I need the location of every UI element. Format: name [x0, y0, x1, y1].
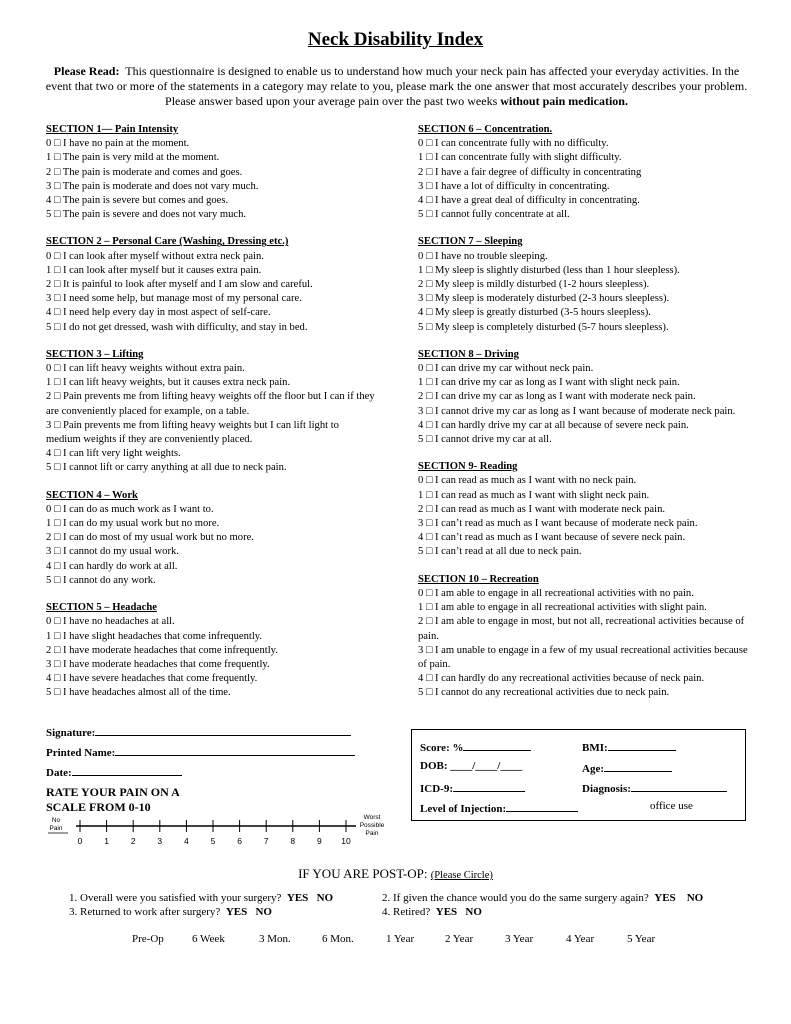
option-1[interactable]: 1 □ My sleep is slightly disturbed (less than 1 hour sleepless). [418, 264, 680, 276]
instructions-emphasis: without pain medication. [500, 94, 628, 108]
option-5[interactable]: 5 □ I cannot fully concentrate at all. [418, 209, 570, 221]
icd-label: ICD-9: [420, 783, 453, 795]
section-1 [46, 123, 376, 222]
scale-number-6[interactable]: 6 [237, 836, 242, 846]
option-0[interactable]: 0 □ I have no trouble sleeping. [418, 250, 548, 262]
option-5[interactable]: 5 □ I cannot do any work. [46, 574, 156, 586]
q4-yes[interactable]: YES [435, 906, 458, 918]
printed-name-label: Printed Name: [46, 747, 116, 759]
option-4[interactable]: 4 □ I need help every day in most aspect of self-care. [46, 307, 271, 319]
section-5 [46, 601, 376, 700]
scale-number-9[interactable]: 9 [317, 836, 322, 846]
option-4[interactable]: 4 □ I can hardly do work at all. [46, 560, 178, 572]
section-8 [418, 348, 748, 447]
scale-number-7[interactable]: 7 [263, 836, 269, 846]
option-1[interactable]: 1 □ I can look after myself but it causes extra pain. [46, 264, 262, 276]
score-field[interactable] [463, 739, 531, 751]
printed-name-row [46, 744, 355, 759]
option-5[interactable]: 5 □ I cannot lift or carry anything at all due to neck pain. [46, 462, 287, 474]
option-2[interactable]: 2 □ Pain prevents me from lifting heavy weights off the floor but I can if they are conveniently placed for example, on a table. [46, 391, 375, 417]
icd-row [420, 780, 525, 795]
postop-q4 [382, 906, 482, 918]
diagnosis-label: Diagnosis: [582, 783, 631, 795]
option-5[interactable]: 5 □ I do not get dressed, wash with difficulty, and stay in bed. [46, 321, 308, 333]
scale-number-10[interactable]: 10 [341, 836, 351, 846]
option-3[interactable]: 3 □ I cannot do my usual work. [46, 546, 179, 558]
option-4[interactable]: 4 □ I can hardly do any recreational activities because of neck pain. [418, 673, 705, 685]
option-4[interactable]: 4 □ I can’t read as much as I want because of severe neck pain. [418, 532, 686, 544]
option-2[interactable]: 2 □ It is painful to look after myself and I am slow and careful. [46, 279, 313, 291]
bmi-row [582, 739, 676, 754]
option-5[interactable]: 5 □ The pain is severe and does not vary much. [46, 209, 247, 221]
timeline-1-year[interactable]: 1 Year [386, 933, 415, 945]
option-3[interactable]: 3 □ I am unable to engage in a few of my usual recreational activities because of pain. [418, 644, 748, 670]
office-use-label: office use [650, 800, 693, 812]
score-row [420, 739, 531, 754]
option-0[interactable]: 0 □ I can look after myself without extra neck pain. [46, 250, 264, 262]
option-3[interactable]: 3 □ I have moderate headaches that come frequently. [46, 658, 270, 670]
timeline-pre-op[interactable]: Pre-Op [132, 933, 164, 945]
printed-name-field[interactable] [115, 744, 355, 756]
option-5[interactable]: 5 □ I cannot drive my car at all. [418, 434, 552, 446]
option-4[interactable]: 4 □ I have a great deal of difficulty in concentrating. [418, 195, 640, 207]
bmi-label: BMI: [582, 742, 608, 754]
option-5[interactable]: 5 □ My sleep is completely disturbed (5-7 hours sleepless). [418, 321, 669, 333]
option-0[interactable]: 0 □ I have no pain at the moment. [46, 138, 190, 150]
section-6 [418, 123, 748, 222]
age-field[interactable] [604, 760, 672, 772]
date-field[interactable] [72, 764, 182, 776]
option-0[interactable]: 0 □ I am able to engage in all recreational activities with no pain. [418, 587, 694, 599]
timeline-6-mon[interactable]: 6 Mon. [322, 933, 354, 945]
instructions [44, 64, 749, 109]
timeline-2-year[interactable]: 2 Year [445, 933, 474, 945]
section-heading: SECTION 6 – Concentration. [418, 124, 553, 135]
scale-number-5[interactable]: 5 [210, 836, 216, 846]
left-column [46, 123, 376, 714]
bmi-field[interactable] [608, 739, 676, 751]
scale-number-3[interactable]: 3 [157, 836, 163, 846]
timeline-3-year[interactable]: 3 Year [505, 933, 534, 945]
dob-label: DOB: [420, 760, 448, 772]
option-0[interactable]: 0 □ I can do as much work as I want to. [46, 503, 214, 515]
option-4[interactable]: 4 □ My sleep is greatly disturbed (3-5 hours sleepless). [418, 307, 651, 319]
option-2[interactable]: 2 □ I have a fair degree of difficulty in concentrating [418, 166, 642, 178]
page-title: Neck Disability Index [307, 29, 484, 50]
section-7 [418, 235, 748, 334]
q4-no[interactable]: NO [465, 906, 482, 918]
date-label: Date: [46, 767, 72, 779]
option-1[interactable]: 1 □ I can do my usual work but no more. [46, 518, 220, 530]
signature-row [46, 724, 351, 739]
section-heading: SECTION 8 – Driving [418, 348, 519, 360]
age-row [582, 760, 672, 775]
postop-heading: IF YOU ARE POST-OP: [298, 866, 428, 881]
option-4[interactable]: 4 □ I have severe headaches that come frequently. [46, 673, 258, 685]
pain-scale-title-line1: RATE YOUR PAIN ON A [46, 785, 180, 799]
option-1[interactable]: 1 □ I can concentrate fully with slight difficulty. [418, 152, 622, 164]
option-4[interactable]: 4 □ The pain is severe but comes and goes. [46, 195, 229, 207]
option-2[interactable]: 2 □ The pain is moderate and comes and goes. [46, 166, 243, 178]
q2-text: 2. If given the chance would you do the same surgery again? [382, 892, 649, 904]
option-1[interactable]: 1 □ I have slight headaches that come infrequently. [46, 630, 263, 642]
no-pain-label-1: No [51, 817, 61, 824]
option-1[interactable]: 1 □ I can lift heavy weights, but it causes extra neck pain. [46, 377, 291, 389]
option-2[interactable]: 2 □ I can read as much as I want with moderate neck pain. [418, 503, 666, 515]
postop-q3 [69, 906, 272, 918]
q2-no[interactable]: NO [686, 892, 704, 904]
option-2[interactable]: 2 □ I can do most of my usual work but no more. [46, 532, 254, 544]
injection-field[interactable] [506, 800, 578, 812]
section-10 [418, 573, 748, 701]
option-3[interactable]: 3 □ My sleep is moderately disturbed (2-3 hours sleepless). [418, 293, 670, 305]
option-2[interactable]: 2 □ I have moderate headaches that come infrequently. [46, 644, 278, 656]
section-heading: SECTION 7 – Sleeping [418, 236, 523, 248]
option-3[interactable]: 3 □ The pain is moderate and does not vary much. [46, 180, 259, 192]
option-1[interactable]: 1 □ I can drive my car as long as I want with slight neck pain. [418, 377, 680, 389]
injection-label: Level of Injection: [420, 803, 507, 815]
timeline-4-year[interactable]: 4 Year [566, 933, 595, 945]
section-heading: SECTION 3 – Lifting [46, 348, 144, 360]
postop-q2 [382, 892, 703, 904]
section-4 [46, 489, 376, 588]
scale-number-1[interactable]: 1 [104, 836, 109, 846]
option-5[interactable]: 5 □ I cannot do any recreational activities due to neck pain. [418, 687, 670, 699]
signature-field[interactable] [95, 724, 351, 736]
scale-ticks [78, 820, 351, 846]
section-heading: SECTION 1— Pain Intensity [46, 124, 179, 135]
option-0[interactable]: 0 □ I can drive my car without neck pain. [418, 363, 594, 375]
section-9 [418, 460, 748, 559]
option-4[interactable]: 4 □ I can lift very light weights. [46, 448, 181, 460]
age-label: Age: [582, 763, 604, 775]
pain-scale-title [46, 785, 180, 815]
timeline-3-mon[interactable]: 3 Mon. [259, 933, 291, 945]
option-4[interactable]: 4 □ I can hardly drive my car at all because of severe neck pain. [418, 419, 689, 431]
no-pain-label-2: Pain [49, 825, 63, 832]
option-2[interactable]: 2 □ I am able to engage in most, but not all, recreational activities because of pain. [418, 616, 745, 642]
instructions-body: This questionnaire is designed to enable us to understand how much your neck pain has affected your everyday activities. In the event that two or more of the statements in a category may relate to you, please mark the one answer that most accurately describes your problem. Please answer based upon your average pain over the past two weeks [45, 64, 748, 108]
q1-text: 1. Overall were you satisfied with your surgery? [69, 892, 282, 904]
option-5[interactable]: 5 □ I can’t read at all due to neck pain. [418, 546, 582, 558]
section-heading: SECTION 2 – Personal Care (Washing, Dressing etc.) [46, 236, 289, 248]
diagnosis-field[interactable] [631, 780, 727, 792]
option-1[interactable]: 1 □ I can read as much as I want with slight neck pain. [418, 489, 650, 501]
pain-scale[interactable] [46, 813, 386, 849]
option-3[interactable]: 3 □ I have a lot of difficulty in concentrating. [418, 180, 610, 192]
option-1[interactable]: 1 □ I am able to engage in all recreational activities with slight pain. [418, 602, 707, 614]
option-1[interactable]: 1 □ The pain is very mild at the moment. [46, 152, 220, 164]
option-2[interactable]: 2 □ My sleep is mildly disturbed (1-2 hours sleepless). [418, 279, 650, 291]
dob-field[interactable]: ____/____/____ [450, 760, 523, 772]
q1-no[interactable]: NO [316, 892, 334, 904]
scale-number-4[interactable]: 4 [184, 836, 189, 846]
q4-text: 4. Retired? [382, 906, 431, 918]
worst-pain-label-1: Worst [363, 814, 381, 821]
postop-subtitle: (Please Circle) [430, 870, 493, 881]
office-use-box [411, 729, 746, 821]
section-heading: SECTION 9- Reading [418, 461, 518, 473]
q1-yes[interactable]: YES [286, 892, 309, 904]
option-0[interactable]: 0 □ I can read as much as I want with no neck pain. [418, 475, 637, 487]
scale-number-2[interactable]: 2 [130, 836, 136, 846]
right-column [418, 123, 748, 714]
dob-row [420, 760, 522, 772]
worst-pain-label-2: Possible [359, 822, 385, 829]
option-3[interactable]: 3 □ I cannot drive my car as long as I want because of moderate neck pain. [418, 405, 736, 417]
scale-number-0[interactable]: 0 [77, 836, 83, 846]
injection-row [420, 800, 578, 815]
section-3 [46, 348, 376, 476]
option-0[interactable]: 0 □ I have no headaches at all. [46, 616, 175, 628]
section-2 [46, 235, 376, 334]
q3-yes[interactable]: YES [225, 906, 248, 918]
timeline-6-week[interactable]: 6 Week [192, 933, 225, 945]
option-0[interactable]: 0 □ I can concentrate fully with no difficulty. [418, 138, 609, 150]
q3-no[interactable]: NO [255, 906, 272, 918]
diagnosis-row [582, 780, 727, 795]
option-5[interactable]: 5 □ I have headaches almost all of the time. [46, 687, 231, 699]
worst-pain-label-3: Pain [365, 830, 379, 837]
icd-field[interactable] [453, 780, 525, 792]
postop-title [0, 866, 791, 882]
score-label: Score: % [420, 742, 464, 754]
section-heading: SECTION 10 – Recreation [418, 573, 539, 585]
section-heading: SECTION 5 – Headache [46, 602, 157, 614]
q3-text: 3. Returned to work after surgery? [69, 906, 221, 918]
option-3[interactable]: 3 □ Pain prevents me from lifting heavy weights but I can lift light to medium weights if they are conveniently placed. [46, 419, 339, 446]
timeline-5-year[interactable]: 5 Year [627, 933, 656, 945]
section-heading: SECTION 4 – Work [46, 489, 138, 501]
option-3[interactable]: 3 □ I need some help, but manage most of my personal care. [46, 293, 302, 305]
pain-scale-title-line2: SCALE FROM 0-10 [46, 800, 151, 814]
signature-label: Signature: [46, 727, 96, 739]
option-0[interactable]: 0 □ I can lift heavy weights without extra pain. [46, 363, 245, 375]
option-3[interactable]: 3 □ I can’t read as much as I want because of moderate neck pain. [418, 518, 698, 530]
q2-yes[interactable]: YES [654, 892, 676, 904]
postop-q1 [69, 892, 333, 904]
date-row [46, 764, 182, 779]
option-2[interactable]: 2 □ I can drive my car as long as I want with moderate neck pain. [418, 391, 696, 403]
instructions-lead: Please Read: [53, 64, 120, 78]
scale-number-8[interactable]: 8 [290, 836, 296, 846]
